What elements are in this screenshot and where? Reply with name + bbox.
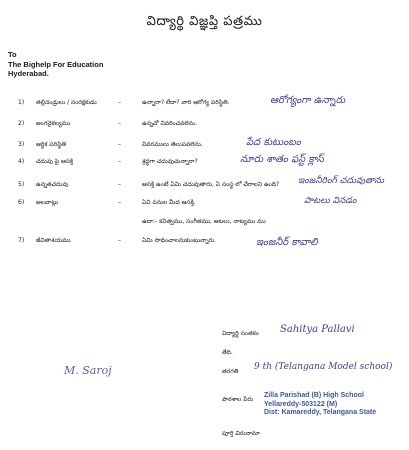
row-answer: ఇంజనీరింగ్ చదువుతాను: [298, 176, 384, 186]
row-number: 5): [18, 181, 25, 188]
form-row: [8, 196, 403, 212]
class-value: 9 th (Telangana Model school): [254, 362, 393, 372]
row-dash: –: [118, 237, 121, 244]
school-label: పాఠశాల పేరు: [222, 396, 254, 403]
row-answer: పేద కుటుంబం: [246, 137, 301, 148]
form-row: [8, 138, 403, 154]
hobbies-example: ఉదా:- కవిత్వము, సంగీతము, ఆటలు, నాట్యము ము: [142, 218, 266, 225]
parent-signature: M. Saroj: [64, 364, 112, 377]
school-stamp: [264, 392, 376, 418]
form-row: [8, 234, 403, 250]
row-number: 2): [18, 120, 25, 127]
row-number: 6): [18, 199, 25, 206]
student-sign-label: విద్యార్థి సంతకం: [222, 330, 259, 337]
page-title: విద్యార్థి విజ్ఞప్తి పత్రము: [146, 14, 263, 29]
row-question: ఉన్నారా? లేదా? వారి ఆరోగ్య పరిస్థితి.: [142, 99, 230, 106]
recipient-address: [8, 50, 103, 79]
row-number: 4): [18, 158, 25, 165]
row-answer: నూరు శాతం ఫస్ట్ క్లాస్: [240, 154, 324, 165]
row-label: తల్లిదండ్రులు / సంరక్షకుడు: [36, 99, 97, 106]
form-row: [8, 96, 403, 112]
school-line: [222, 396, 253, 404]
form-row: [8, 178, 403, 194]
address-city: Hyderabad.: [8, 69, 49, 78]
student-signature: Sahitya Pallavi: [280, 324, 355, 335]
row-question: శ్రద్ధగా చదువుచున్నారా?: [142, 158, 198, 165]
row-question: ఏమి సాధించాలనుకుంటున్నారు.: [142, 237, 217, 244]
row-question: ఉన్నచో వివరించవలెను.: [142, 120, 197, 127]
address-org: The Bighelp For Education: [8, 59, 104, 69]
form-row: [8, 117, 403, 133]
row-dash: –: [118, 99, 121, 106]
row-question: ఆసక్తి ఉంటే ఏమి చదువుతారు, ఏ సంస్థ లో చేరాలని ఉంది?: [142, 181, 280, 188]
row-answer: ఇంజనీర్ కావాలి: [256, 237, 318, 248]
row-label: అంగవైకల్యము: [36, 120, 71, 127]
row-answer: ఆరోగ్యంగా ఉన్నారు: [270, 95, 346, 106]
form-row: [8, 155, 403, 171]
row-number: 7): [18, 237, 25, 244]
row-question: వివరములు తెలుపవలెను.: [142, 141, 203, 148]
stamp-line-2: Yellareddy-503122 (M): [264, 400, 338, 408]
class-label: తరగతి: [222, 368, 239, 375]
row-number: 1): [18, 99, 25, 106]
address-label: పూర్తి చిరునామా: [222, 430, 260, 437]
row-label: జీవితాశయము: [36, 237, 71, 244]
stamp-line-3: Dist: Kamareddy, Telangana State: [264, 409, 377, 416]
row-dash: –: [118, 158, 121, 165]
row-number: 3): [18, 141, 25, 148]
date-label: తేది.: [222, 349, 233, 356]
address-line: [222, 430, 260, 438]
row-question: ఏవి పనుల మీద ఆసక్తి.: [142, 199, 196, 206]
row-dash: –: [118, 141, 121, 148]
row-label: అలవాట్లు: [36, 199, 59, 206]
row-label: ఉన్నతచదువు: [36, 181, 69, 188]
class-line: [222, 362, 393, 376]
row-dash: –: [118, 181, 121, 188]
row-dash: –: [118, 120, 121, 127]
row-dash: –: [118, 199, 121, 206]
row-label: ఆర్థిక పరిస్థితి: [36, 141, 67, 148]
address-to: To: [8, 50, 17, 59]
stamp-line-1: Zilla Parishad (B) High School: [264, 392, 364, 399]
row-label: చదువు పై ఆసక్తి: [36, 158, 74, 165]
date-line: [222, 349, 233, 357]
row-answer: పాటలు వినడం: [304, 196, 357, 206]
student-signature-line: [222, 324, 355, 338]
